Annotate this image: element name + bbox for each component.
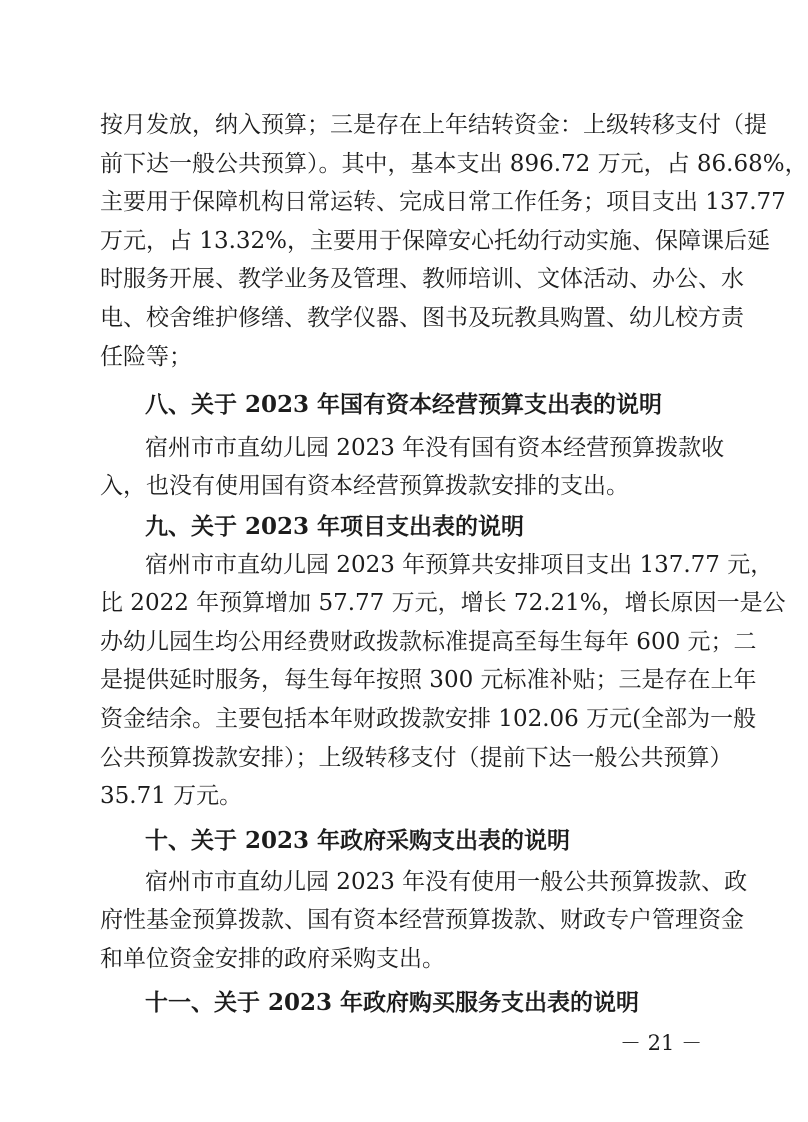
section-heading-8: 八、关于 2023 年国有资本经营预算支出表的说明 <box>145 391 663 418</box>
paragraph-line: 任险等； <box>100 344 192 370</box>
paragraph-line: 办幼儿园生均公用经费财政拨款标准提高至每生每年 600 元；二 <box>100 629 757 655</box>
paragraph-line: 按月发放，纳入预算；三是存在上年结转资金：上级转移支付（提 <box>100 112 767 138</box>
section-heading-10: 十、关于 2023 年政府采购支出表的说明 <box>145 827 571 854</box>
paragraph-line: 万元，占 13.32%，主要用于保障安心托幼行动实施、保障课后延 <box>100 228 771 254</box>
paragraph-line: 宿州市市直幼儿园 2023 年没有国有资本经营预算拨款收 <box>145 435 725 461</box>
paragraph-line: 主要用于保障机构日常运转、完成日常工作任务；项目支出 137.77 <box>100 189 786 215</box>
paragraph-line: 府性基金预算拨款、国有资本经营预算拨款、财政专户管理资金 <box>100 907 744 933</box>
paragraph-line: 电、校舍维护修缮、教学仪器、图书及玩教具购置、幼儿校方责 <box>100 305 744 331</box>
paragraph-line: 资金结余。主要包括本年财政拨款安排 102.06 万元(全部为一般 <box>100 706 757 732</box>
paragraph-line: 宿州市市直幼儿园 2023 年没有使用一般公共预算拨款、政 <box>145 869 748 895</box>
paragraph-line: 是提供延时服务，每生每年按照 300 元标准补贴；三是存在上年 <box>100 667 757 693</box>
paragraph-line: 前下达一般公共预算）。其中，基本支出 896.72 万元，占 86.68%， <box>100 151 808 177</box>
section-heading-9: 九、关于 2023 年项目支出表的说明 <box>145 513 525 540</box>
paragraph-line: 宿州市市直幼儿园 2023 年预算共安排项目支出 137.77 元， <box>145 552 774 578</box>
paragraph-line: 公共预算拨款安排）；上级转移支付（提前下达一般公共预算） <box>100 745 733 771</box>
paragraph-line: 入，也没有使用国有资本经营预算拨款安排的支出。 <box>100 473 629 499</box>
paragraph-line: 比 2022 年预算增加 57.77 万元，增长 72.21%，增长原因一是公 <box>100 590 786 616</box>
section-heading-11: 十一、关于 2023 年政府购买服务支出表的说明 <box>145 989 640 1016</box>
paragraph-line: 时服务开展、教学业务及管理、教师培训、文体活动、办公、水 <box>100 266 744 292</box>
page-number: － 21 － <box>620 1031 703 1055</box>
paragraph-line: 35.71 万元。 <box>100 783 243 809</box>
paragraph-line: 和单位资金安排的政府采购支出。 <box>100 946 445 972</box>
